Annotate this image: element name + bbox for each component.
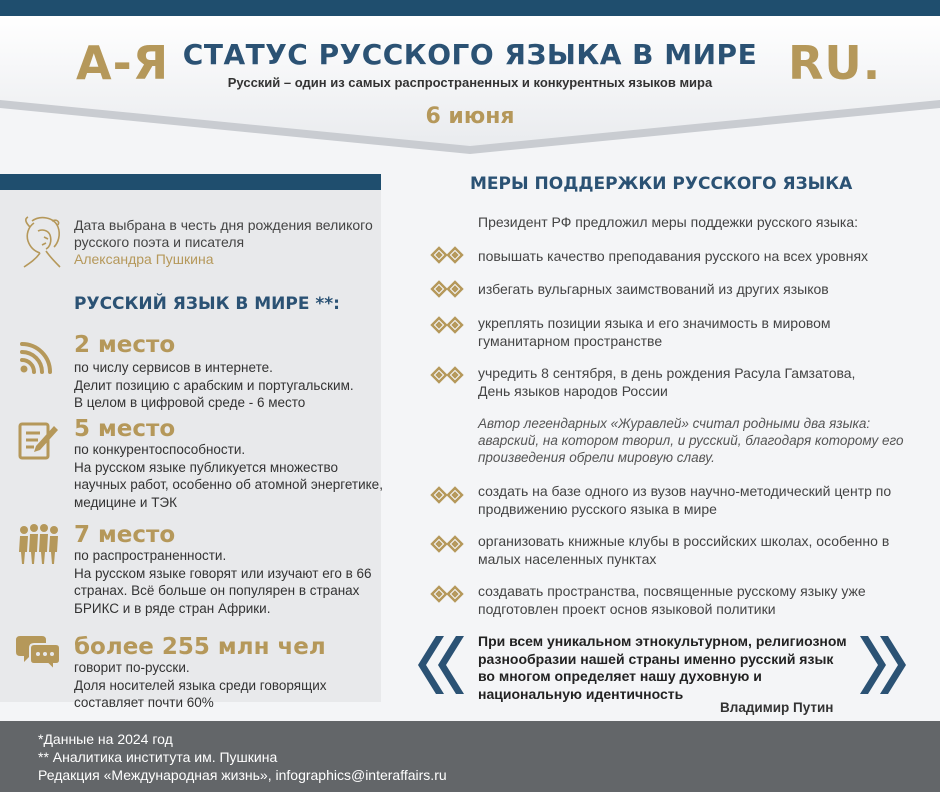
stat-line: по числу сервисов в интернете. — [74, 360, 273, 375]
ornament-bullet-icon — [430, 364, 464, 386]
pushkin-portrait-icon — [14, 213, 66, 269]
footer-note-source: ** Аналитика института им. Пушкина — [38, 749, 278, 765]
measure-item: организовать книжные клубы в российских школах, особенно в малых населенных пунктах — [478, 533, 890, 567]
ornament-bullet-icon — [430, 244, 464, 266]
stat-text — [74, 547, 384, 617]
top-bar — [0, 0, 940, 16]
ornament-bullet-icon — [430, 314, 464, 336]
measure-item: создать на базе одного из вузов научно-методический центр по продвижению русского языка в мире — [478, 483, 892, 517]
ornament-bullet-icon — [430, 533, 464, 555]
stat-value: 2 место — [74, 332, 176, 358]
quote-text: При всем уникальном этнокультурном, религиозном разнообразии нашей страны именно русский язык во многом определяет нашу духовную и национальную идентичность — [478, 633, 847, 702]
measure-item: укреплять позиции языка и его значимость в мировом гуманитарном пространстве — [478, 315, 831, 349]
ornament-bullet-icon — [430, 583, 464, 605]
pushkin-note — [74, 217, 374, 268]
world-section-title: РУССКИЙ ЯЗЫК В МИРЕ **: — [74, 294, 340, 314]
stat-value: 5 место — [74, 416, 176, 442]
footer — [0, 721, 940, 792]
left-panel-bar — [0, 174, 381, 190]
stat-line: В целом в цифровой среде - 6 место — [74, 395, 306, 410]
stat-line: На русском языке говорят или изучают его в 66 странах. Всё больше он популярен в странах БРИКС и в ряде стран Африки. — [74, 565, 372, 616]
wifi-signal-icon — [16, 332, 60, 376]
ornament-bullet-icon — [430, 278, 464, 300]
stat-line: Делит позицию с арабским и португальским. — [74, 377, 354, 393]
stat-value: более 255 млн чел — [74, 634, 326, 660]
measure-item: повышать качество преподавания русского на всех уровнях — [478, 248, 869, 264]
stat-line: по распространенности. — [74, 548, 227, 563]
speech-bubbles-icon — [16, 630, 60, 674]
stat-value: 7 место — [74, 522, 176, 548]
measure-item: создавать пространства, посвященные русскому языку уже подготовлен проект основ языковой политики — [478, 583, 866, 617]
pushkin-name: Александра Пушкина — [74, 251, 214, 267]
date-label: 6 июня — [425, 104, 515, 129]
measures-intro: Президент РФ предложил меры поддежки русского языка: — [478, 214, 859, 230]
ornament-bullet-icon — [430, 484, 464, 506]
footer-credits: Редакция «Международная жизнь», infographics@interaffairs.ru — [38, 767, 447, 783]
pushkin-note-text: Дата выбрана в честь дня рождения великого русского поэта и писателя — [74, 217, 373, 250]
measure-item: учредить 8 сентября, в день рождения Расула Гамзатова, День языков народов России — [478, 365, 856, 399]
measure-item: избегать вульгарных заимствований из других языков — [478, 281, 829, 297]
stat-line: Доля носителей языка среди говорящих составляет почти 60% — [74, 677, 327, 710]
page-title: СТАТУС РУССКОГО ЯЗЫКА В МИРЕ — [182, 38, 758, 71]
page-subtitle: Русский – один из самых распространенных и конкурентных языков мира — [227, 75, 713, 90]
quote-open-icon — [410, 632, 464, 698]
quote-author: Владимир Путин — [720, 700, 834, 715]
stat-line: На русском языке публикуется множество научных работ, особенно об атомной энергетике, медицине и ТЭК — [74, 459, 383, 510]
people-group-icon — [14, 522, 64, 566]
logo-left: А-Я — [76, 36, 170, 90]
document-pen-icon — [16, 418, 60, 462]
logo-right: RU. — [788, 36, 882, 90]
measures-section-title: МЕРЫ ПОДДЕРЖКИ РУССКОГО ЯЗЫКА — [470, 174, 853, 194]
stat-text — [74, 441, 384, 511]
quote-close-icon — [860, 632, 914, 698]
stat-text — [74, 659, 384, 712]
stat-text — [74, 359, 384, 412]
stat-line: говорит по-русски. — [74, 660, 190, 675]
footer-note-data: *Данные на 2024 год — [38, 731, 173, 747]
stat-line: по конкурентоспособности. — [74, 442, 246, 457]
gamzatov-note: Автор легендарных «Журавлей» считал родными два языка: аварский, на котором творил, и русский, благодаря которому его произведения обрели мировую славу. — [478, 416, 904, 465]
